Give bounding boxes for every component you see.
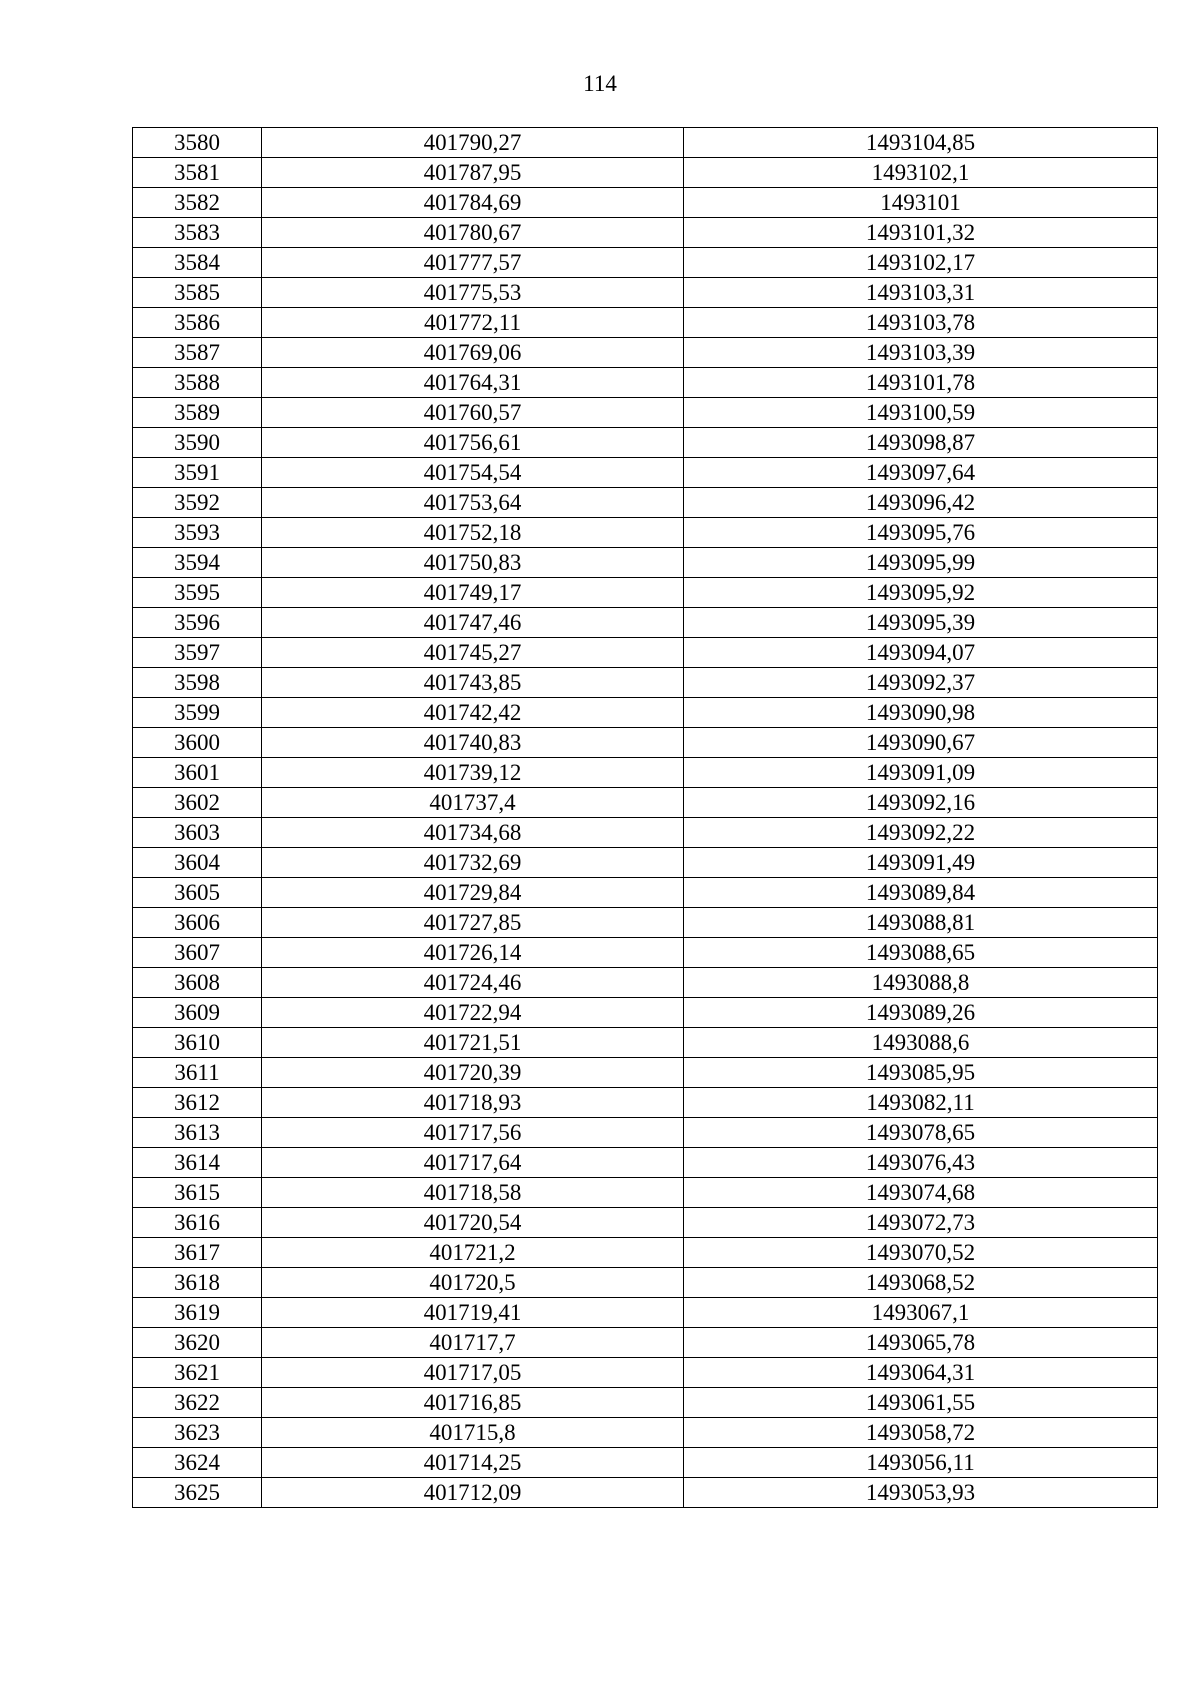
- point-number-cell: 3586: [133, 308, 262, 338]
- point-number-cell: 3600: [133, 728, 262, 758]
- point-number-cell: 3591: [133, 458, 262, 488]
- x-coordinate-cell: 401742,42: [262, 698, 684, 728]
- table-row: [133, 1028, 1158, 1058]
- y-coordinate-cell: 1493097,64: [684, 458, 1158, 488]
- y-coordinate-cell: 1493092,22: [684, 818, 1158, 848]
- table-row: [133, 728, 1158, 758]
- x-coordinate-cell: 401716,85: [262, 1388, 684, 1418]
- table-row: [133, 1058, 1158, 1088]
- table-row: [133, 338, 1158, 368]
- x-coordinate-cell: 401747,46: [262, 608, 684, 638]
- y-coordinate-cell: 1493096,42: [684, 488, 1158, 518]
- point-number-cell: 3604: [133, 848, 262, 878]
- y-coordinate-cell: 1493088,81: [684, 908, 1158, 938]
- x-coordinate-cell: 401740,83: [262, 728, 684, 758]
- y-coordinate-cell: 1493090,67: [684, 728, 1158, 758]
- point-number-cell: 3610: [133, 1028, 262, 1058]
- table-row: [133, 1388, 1158, 1418]
- x-coordinate-cell: 401769,06: [262, 338, 684, 368]
- table-row: [133, 1148, 1158, 1178]
- x-coordinate-cell: 401722,94: [262, 998, 684, 1028]
- table-row: [133, 368, 1158, 398]
- y-coordinate-cell: 1493103,39: [684, 338, 1158, 368]
- point-number-cell: 3613: [133, 1118, 262, 1148]
- x-coordinate-cell: 401718,58: [262, 1178, 684, 1208]
- table-row: [133, 548, 1158, 578]
- table-row: [133, 848, 1158, 878]
- table-row: [133, 668, 1158, 698]
- point-number-cell: 3581: [133, 158, 262, 188]
- y-coordinate-cell: 1493103,78: [684, 308, 1158, 338]
- point-number-cell: 3622: [133, 1388, 262, 1418]
- x-coordinate-cell: 401717,05: [262, 1358, 684, 1388]
- y-coordinate-cell: 1493088,6: [684, 1028, 1158, 1058]
- y-coordinate-cell: 1493092,16: [684, 788, 1158, 818]
- table-row: [133, 488, 1158, 518]
- table-row: [133, 1448, 1158, 1478]
- x-coordinate-cell: 401754,54: [262, 458, 684, 488]
- x-coordinate-cell: 401732,69: [262, 848, 684, 878]
- point-number-cell: 3611: [133, 1058, 262, 1088]
- point-number-cell: 3596: [133, 608, 262, 638]
- table-row: [133, 248, 1158, 278]
- table-row: [133, 758, 1158, 788]
- y-coordinate-cell: 1493102,1: [684, 158, 1158, 188]
- point-number-cell: 3593: [133, 518, 262, 548]
- x-coordinate-cell: 401720,39: [262, 1058, 684, 1088]
- point-number-cell: 3597: [133, 638, 262, 668]
- point-number-cell: 3614: [133, 1148, 262, 1178]
- table-row: [133, 1328, 1158, 1358]
- point-number-cell: 3599: [133, 698, 262, 728]
- table-row: [133, 278, 1158, 308]
- point-number-cell: 3602: [133, 788, 262, 818]
- y-coordinate-cell: 1493100,59: [684, 398, 1158, 428]
- point-number-cell: 3580: [133, 128, 262, 158]
- x-coordinate-cell: 401780,67: [262, 218, 684, 248]
- y-coordinate-cell: 1493056,11: [684, 1448, 1158, 1478]
- y-coordinate-cell: 1493067,1: [684, 1298, 1158, 1328]
- table-row: [133, 878, 1158, 908]
- point-number-cell: 3582: [133, 188, 262, 218]
- y-coordinate-cell: 1493103,31: [684, 278, 1158, 308]
- x-coordinate-cell: 401721,2: [262, 1238, 684, 1268]
- point-number-cell: 3618: [133, 1268, 262, 1298]
- point-number-cell: 3609: [133, 998, 262, 1028]
- x-coordinate-cell: 401775,53: [262, 278, 684, 308]
- x-coordinate-cell: 401739,12: [262, 758, 684, 788]
- x-coordinate-cell: 401715,8: [262, 1418, 684, 1448]
- y-coordinate-cell: 1493091,49: [684, 848, 1158, 878]
- table-row: [133, 638, 1158, 668]
- y-coordinate-cell: 1493091,09: [684, 758, 1158, 788]
- y-coordinate-cell: 1493089,26: [684, 998, 1158, 1028]
- y-coordinate-cell: 1493088,8: [684, 968, 1158, 998]
- x-coordinate-cell: 401712,09: [262, 1478, 684, 1508]
- y-coordinate-cell: 1493061,55: [684, 1388, 1158, 1418]
- table-row: [133, 1178, 1158, 1208]
- y-coordinate-cell: 1493053,93: [684, 1478, 1158, 1508]
- point-number-cell: 3598: [133, 668, 262, 698]
- x-coordinate-cell: 401721,51: [262, 1028, 684, 1058]
- table-row: [133, 518, 1158, 548]
- y-coordinate-cell: 1493090,98: [684, 698, 1158, 728]
- y-coordinate-cell: 1493064,31: [684, 1358, 1158, 1388]
- x-coordinate-cell: 401777,57: [262, 248, 684, 278]
- y-coordinate-cell: 1493076,43: [684, 1148, 1158, 1178]
- table-row: [133, 128, 1158, 158]
- table-row: [133, 1238, 1158, 1268]
- x-coordinate-cell: 401717,7: [262, 1328, 684, 1358]
- point-number-cell: 3595: [133, 578, 262, 608]
- x-coordinate-cell: 401790,27: [262, 128, 684, 158]
- coordinates-table: [132, 127, 1158, 1508]
- x-coordinate-cell: 401743,85: [262, 668, 684, 698]
- table-row: [133, 1118, 1158, 1148]
- table-row: [133, 398, 1158, 428]
- table-row: [133, 938, 1158, 968]
- table-row: [133, 1208, 1158, 1238]
- x-coordinate-cell: 401717,64: [262, 1148, 684, 1178]
- table-row: [133, 1268, 1158, 1298]
- table-row: [133, 968, 1158, 998]
- table-row: [133, 1418, 1158, 1448]
- x-coordinate-cell: 401745,27: [262, 638, 684, 668]
- point-number-cell: 3619: [133, 1298, 262, 1328]
- point-number-cell: 3625: [133, 1478, 262, 1508]
- x-coordinate-cell: 401787,95: [262, 158, 684, 188]
- x-coordinate-cell: 401750,83: [262, 548, 684, 578]
- y-coordinate-cell: 1493104,85: [684, 128, 1158, 158]
- table-row: [133, 818, 1158, 848]
- y-coordinate-cell: 1493088,65: [684, 938, 1158, 968]
- table-row: [133, 1298, 1158, 1328]
- y-coordinate-cell: 1493098,87: [684, 428, 1158, 458]
- x-coordinate-cell: 401720,5: [262, 1268, 684, 1298]
- x-coordinate-cell: 401760,57: [262, 398, 684, 428]
- y-coordinate-cell: 1493089,84: [684, 878, 1158, 908]
- x-coordinate-cell: 401737,4: [262, 788, 684, 818]
- coordinates-table-body: [133, 128, 1158, 1508]
- x-coordinate-cell: 401726,14: [262, 938, 684, 968]
- y-coordinate-cell: 1493072,73: [684, 1208, 1158, 1238]
- x-coordinate-cell: 401724,46: [262, 968, 684, 998]
- x-coordinate-cell: 401727,85: [262, 908, 684, 938]
- table-row: [133, 788, 1158, 818]
- y-coordinate-cell: 1493095,92: [684, 578, 1158, 608]
- table-row: [133, 578, 1158, 608]
- x-coordinate-cell: 401784,69: [262, 188, 684, 218]
- point-number-cell: 3590: [133, 428, 262, 458]
- point-number-cell: 3620: [133, 1328, 262, 1358]
- y-coordinate-cell: 1493101,78: [684, 368, 1158, 398]
- x-coordinate-cell: 401772,11: [262, 308, 684, 338]
- table-row: [133, 308, 1158, 338]
- point-number-cell: 3621: [133, 1358, 262, 1388]
- x-coordinate-cell: 401729,84: [262, 878, 684, 908]
- y-coordinate-cell: 1493082,11: [684, 1088, 1158, 1118]
- table-row: [133, 158, 1158, 188]
- x-coordinate-cell: 401764,31: [262, 368, 684, 398]
- y-coordinate-cell: 1493078,65: [684, 1118, 1158, 1148]
- y-coordinate-cell: 1493070,52: [684, 1238, 1158, 1268]
- point-number-cell: 3603: [133, 818, 262, 848]
- table-row: [133, 218, 1158, 248]
- x-coordinate-cell: 401752,18: [262, 518, 684, 548]
- table-row: [133, 998, 1158, 1028]
- table-row: [133, 608, 1158, 638]
- point-number-cell: 3589: [133, 398, 262, 428]
- y-coordinate-cell: 1493065,78: [684, 1328, 1158, 1358]
- point-number-cell: 3584: [133, 248, 262, 278]
- table-row: [133, 188, 1158, 218]
- point-number-cell: 3624: [133, 1448, 262, 1478]
- y-coordinate-cell: 1493058,72: [684, 1418, 1158, 1448]
- table-row: [133, 908, 1158, 938]
- x-coordinate-cell: 401718,93: [262, 1088, 684, 1118]
- x-coordinate-cell: 401720,54: [262, 1208, 684, 1238]
- point-number-cell: 3617: [133, 1238, 262, 1268]
- y-coordinate-cell: 1493101: [684, 188, 1158, 218]
- y-coordinate-cell: 1493101,32: [684, 218, 1158, 248]
- table-row: [133, 458, 1158, 488]
- point-number-cell: 3615: [133, 1178, 262, 1208]
- x-coordinate-cell: 401714,25: [262, 1448, 684, 1478]
- y-coordinate-cell: 1493094,07: [684, 638, 1158, 668]
- point-number-cell: 3594: [133, 548, 262, 578]
- table-row: [133, 428, 1158, 458]
- table-row: [133, 1358, 1158, 1388]
- table-row: [133, 698, 1158, 728]
- table-row: [133, 1478, 1158, 1508]
- x-coordinate-cell: 401719,41: [262, 1298, 684, 1328]
- point-number-cell: 3607: [133, 938, 262, 968]
- x-coordinate-cell: 401753,64: [262, 488, 684, 518]
- point-number-cell: 3592: [133, 488, 262, 518]
- y-coordinate-cell: 1493095,99: [684, 548, 1158, 578]
- y-coordinate-cell: 1493102,17: [684, 248, 1158, 278]
- x-coordinate-cell: 401756,61: [262, 428, 684, 458]
- point-number-cell: 3608: [133, 968, 262, 998]
- point-number-cell: 3583: [133, 218, 262, 248]
- y-coordinate-cell: 1493095,76: [684, 518, 1158, 548]
- table-row: [133, 1088, 1158, 1118]
- point-number-cell: 3616: [133, 1208, 262, 1238]
- point-number-cell: 3606: [133, 908, 262, 938]
- x-coordinate-cell: 401749,17: [262, 578, 684, 608]
- y-coordinate-cell: 1493085,95: [684, 1058, 1158, 1088]
- point-number-cell: 3585: [133, 278, 262, 308]
- point-number-cell: 3588: [133, 368, 262, 398]
- point-number-cell: 3601: [133, 758, 262, 788]
- point-number-cell: 3623: [133, 1418, 262, 1448]
- y-coordinate-cell: 1493068,52: [684, 1268, 1158, 1298]
- y-coordinate-cell: 1493074,68: [684, 1178, 1158, 1208]
- point-number-cell: 3587: [133, 338, 262, 368]
- y-coordinate-cell: 1493092,37: [684, 668, 1158, 698]
- x-coordinate-cell: 401734,68: [262, 818, 684, 848]
- page-number: 114: [583, 71, 617, 96]
- point-number-cell: 3612: [133, 1088, 262, 1118]
- x-coordinate-cell: 401717,56: [262, 1118, 684, 1148]
- y-coordinate-cell: 1493095,39: [684, 608, 1158, 638]
- point-number-cell: 3605: [133, 878, 262, 908]
